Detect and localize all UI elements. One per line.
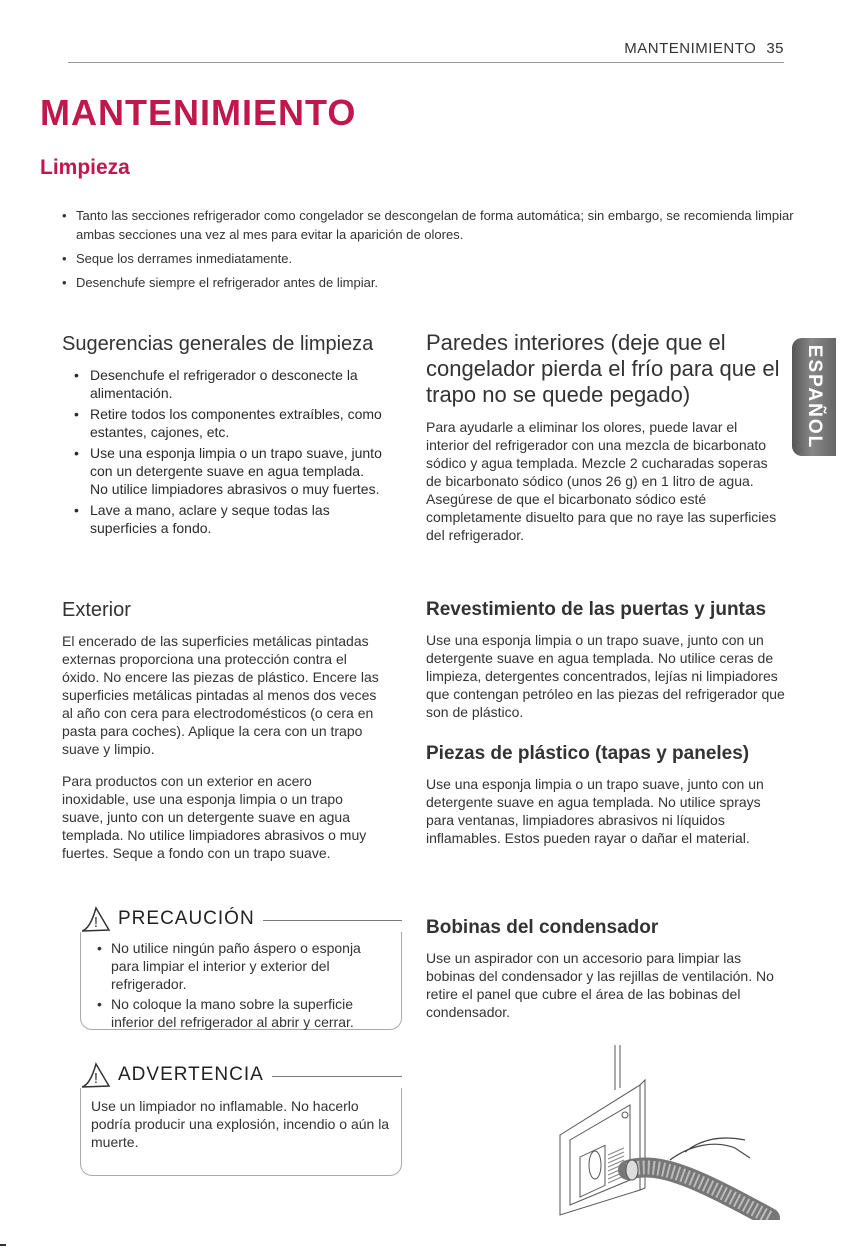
- bobinas-heading: Bobinas del condensador: [426, 917, 659, 938]
- language-tab-label: ESPAÑOL: [804, 344, 825, 450]
- running-header: [68, 40, 784, 63]
- bobinas-text: Use un aspirador con un accesorio para limpiar las bobinas del condensador y las rejillas de ventilación. No retire el panel que cubre el área de las bobinas del condensador.: [426, 950, 774, 1020]
- precaucion-title: PRECAUCIÓN: [118, 908, 255, 929]
- language-tab: [792, 338, 836, 456]
- advertencia-rule: [272, 1076, 402, 1077]
- piezas-section: [426, 742, 786, 847]
- general-cleaning-item: • Desenchufe el refrigerador o desconecte la alimentación.: [74, 366, 382, 402]
- exterior-paragraph-1: El encerado de las superficies metálicas pintadas externas proporciona una protección contra el óxido. No encere las piezas de plástico. Encere las superficies metálicas pintadas al menos dos veces al año con cera para electrodomésticos (o cera en pasta para coches). Aplique la cera con un trapo suave y limpio.: [62, 633, 379, 757]
- svg-text:!: !: [93, 1070, 99, 1087]
- intro-item: • Seque los derrames inmediatamente.: [62, 249, 802, 268]
- precaucion-item: • No utilice ningún paño áspero o esponja para limpiar el interior y exterior del refrigerador.: [97, 939, 391, 993]
- advertencia-title: ADVERTENCIA: [118, 1064, 264, 1085]
- revestimiento-text: Use una esponja limpia o un trapo suave, junto con un detergente suave en agua templada. No utilice ceras de limpieza, detergentes concentrados, lejías ni limpiadores que contengan petróleo en las piezas del refrigerador que son de plástico.: [426, 632, 785, 720]
- general-cleaning-item: • Retire todos los componentes extraíbles, como estantes, cajones, etc.: [74, 405, 382, 441]
- precaucion-rule: [263, 920, 402, 921]
- condenser-cleaning-illustration: [520, 1040, 780, 1220]
- precaucion-list: [97, 939, 391, 1033]
- page-number: 35: [766, 40, 784, 57]
- general-cleaning-item: • Use una esponja limpia o un trapo suave, junto con un detergente suave en agua templada. No utilice limpiadores abrasivos o muy fuertes.: [74, 444, 382, 498]
- piezas-heading: Piezas de plástico (tapas y paneles): [426, 743, 750, 764]
- exterior-section: [62, 598, 380, 862]
- precaucion-frame: [80, 919, 402, 1030]
- intro-item: • Desenchufe siempre el refrigerador antes de limpiar.: [62, 273, 802, 292]
- exterior-paragraph-2: Para productos con un exterior en acero inoxidable, use una esponja limpia o un trapo suave, junto con un detergente suave en agua templada. No utilice limpiadores abrasivos o muy fuertes. Seque a fondo con un trapo suave.: [62, 773, 367, 861]
- piezas-text: Use una esponja limpia o un trapo suave, junto con un detergente suave en agua templada. No utilice sprays para ventanas, limpiadores abrasivos ni líquidos inflamables. Estos pueden rayar o dañar el material.: [426, 776, 764, 846]
- precaucion-item: • No coloque la mano sobre la superficie inferior del refrigerador al abrir y cerrar.: [97, 995, 391, 1031]
- precaucion-title-bar: [80, 906, 402, 932]
- page-title: MANTENIMIENTO: [40, 92, 357, 133]
- precaucion-box: [80, 906, 402, 1030]
- paredes-section: [426, 330, 782, 544]
- warning-triangle-icon: [80, 906, 112, 932]
- advertencia-text: Use un limpiador no inflamable. No hacerlo podría producir una explosión, incendio o aún la muerte.: [91, 1098, 390, 1150]
- header-label: [624, 40, 784, 57]
- revestimiento-section: [426, 598, 786, 721]
- warning-triangle-icon: [80, 1062, 112, 1088]
- general-cleaning-heading: Sugerencias generales de limpieza: [62, 333, 374, 355]
- svg-text:!: !: [93, 914, 99, 931]
- advertencia-box: [80, 1062, 402, 1176]
- general-cleaning-item: • Lave a mano, aclare y seque todas las superficies a fondo.: [74, 501, 382, 537]
- header-section: MANTENIMIENTO: [624, 40, 757, 57]
- exterior-heading: Exterior: [62, 599, 131, 621]
- advertencia-frame: [80, 1075, 402, 1176]
- advertencia-title-bar: [80, 1062, 402, 1088]
- revestimiento-heading: Revestimiento de las puertas y juntas: [426, 599, 767, 620]
- section-subtitle: Limpieza: [40, 156, 130, 179]
- paredes-heading: Paredes interiores (deje que el congelador pierda el frío para que el trapo no se quede pegado): [426, 330, 780, 407]
- general-cleaning-list: [74, 366, 382, 537]
- paredes-text: Para ayudarle a eliminar los olores, puede lavar el interior del refrigerador con una mezcla de bicarbonato sódico y agua templada. Mezcle 2 cucharadas soperas de bicarbonato sódico (unos 26 g) en 1 litro de agua. Asegúrese de que el bicarbonato sódico esté completamente disuelto para que no raye las superficies del refrigerador.: [426, 419, 777, 543]
- bobinas-section: [426, 916, 782, 1021]
- general-cleaning-section: [62, 332, 382, 540]
- page-edge-mark: [0, 1244, 6, 1246]
- intro-list: [62, 206, 802, 297]
- intro-item: • Tanto las secciones refrigerador como congelador se descongelan de forma automática; sin embargo, se recomienda limpiar ambas secciones una vez al mes para evitar la aparición de olores.: [62, 206, 802, 244]
